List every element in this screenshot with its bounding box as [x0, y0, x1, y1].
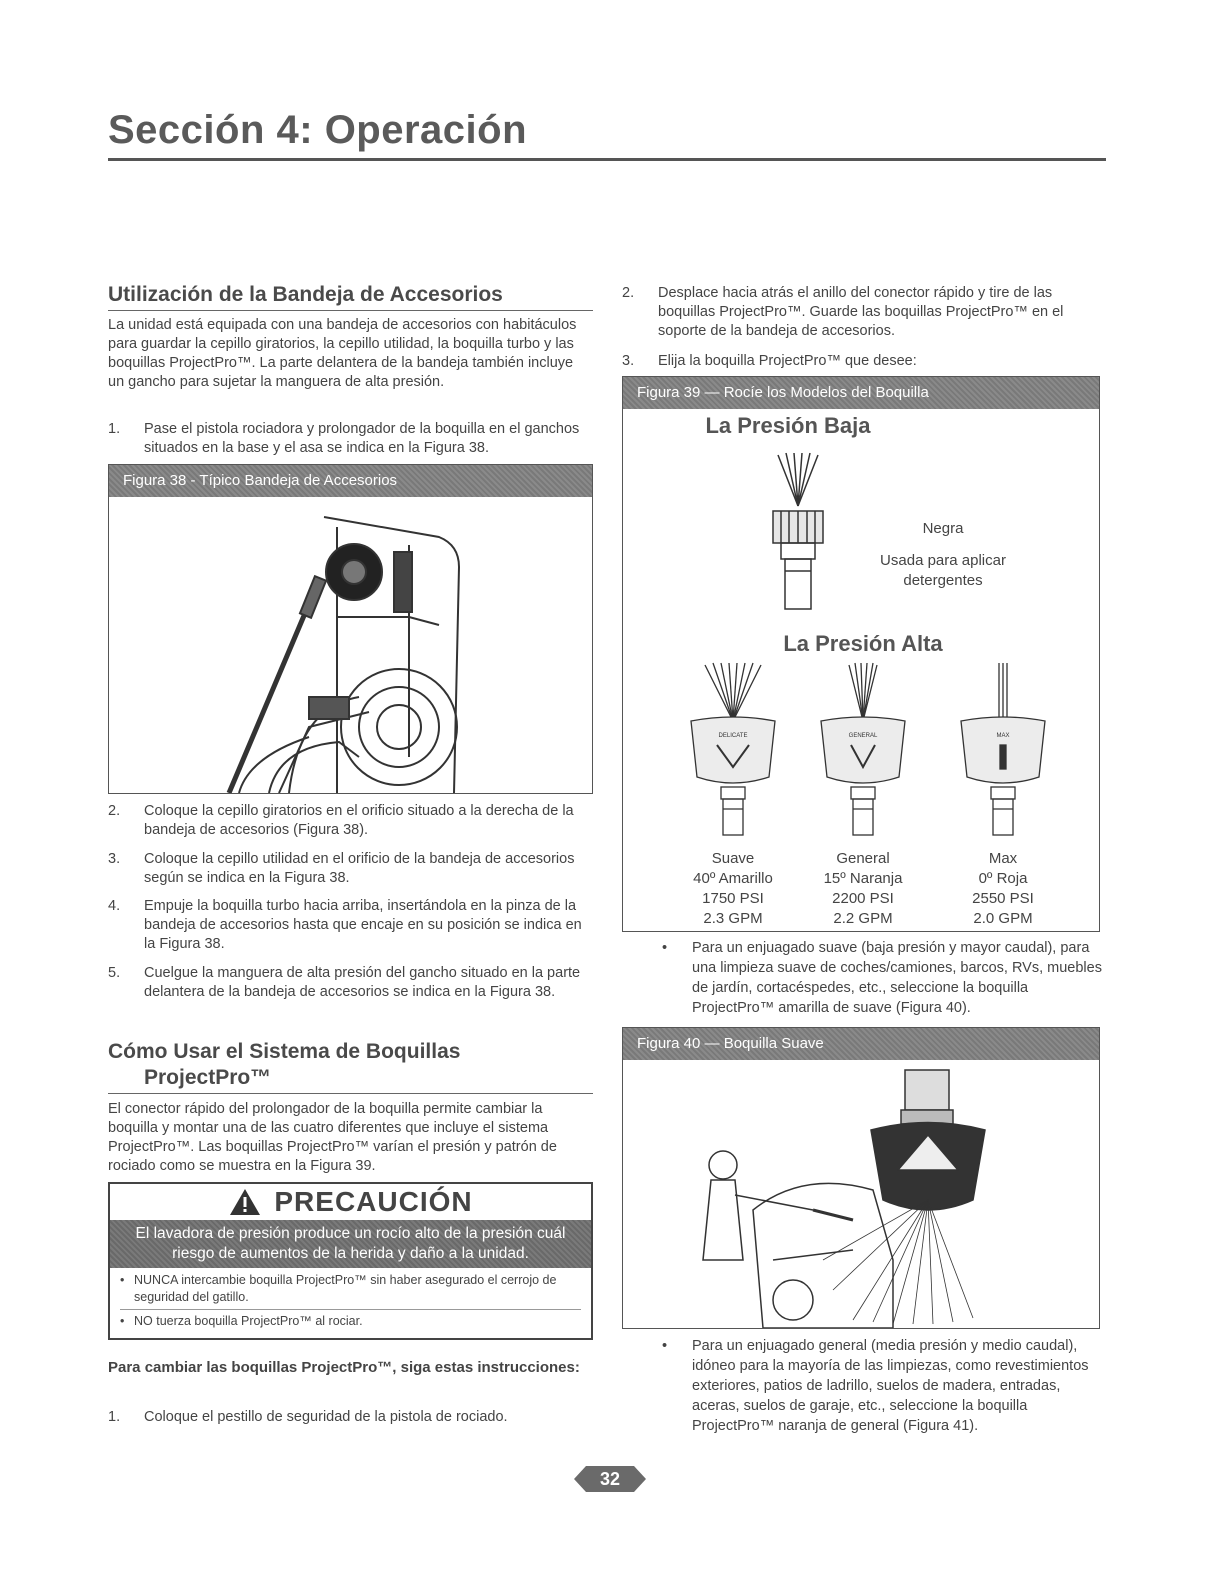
right-step-3 [622, 352, 1102, 372]
soft-nozzle-illustration [623, 1060, 1098, 1328]
step-text: Desplace hacia atrás el anillo del conector rápido y tire de las boquillas ProjectPro™. Guarde las boquillas ProjectPro™ en el soporte de la bandeja de accesorios. [658, 285, 1064, 339]
orange-nozzle-icon [803, 661, 923, 841]
heading-accessory-tray: Utilización de la Bandeja de Accesorios [108, 283, 503, 306]
nozzle-psi: 2200 PSI [832, 890, 894, 907]
step-number: 4. [108, 898, 121, 914]
low-nozzle-desc-2: detergentes [903, 572, 983, 589]
bullet-general-rinse [662, 1336, 1102, 1446]
caution-list [110, 1268, 591, 1330]
change-step-1 [108, 1408, 593, 1428]
nozzle-angle: 40º Amarillo [693, 870, 773, 887]
step-number: 1. [108, 421, 121, 437]
nozzle-label: MAX [996, 733, 1010, 739]
nozzle-gpm: 2.3 GPM [703, 910, 763, 927]
nozzle-psi: 2550 PSI [972, 890, 1034, 907]
caution-item: • NUNCA intercambie boquilla ProjectPro™ sin haber asegurado el cerrojo de seguridad del gatillo. [120, 1273, 557, 1304]
figure-40 [622, 1027, 1100, 1329]
caution-warning-band: El lavadora de presión produce un rocío alto de la presión cuál riesgo de aumentos de la herida y daño a la unidad. [110, 1220, 591, 1268]
red-nozzle-icon [943, 661, 1063, 841]
nozzle-name: Suave [711, 850, 755, 867]
figure-39-caption: Figura 39 — Rocíe los Modelos del Boquilla [623, 377, 1099, 409]
page-number-badge [574, 1462, 646, 1496]
step-1 [108, 420, 593, 460]
black-nozzle-icon [753, 451, 843, 621]
nozzle-name: General [836, 850, 890, 867]
bullet-icon: • [120, 1273, 125, 1287]
bullet-icon: • [662, 940, 668, 956]
step-number: 2. [622, 285, 635, 301]
high-pressure-title: La Presión Alta [783, 631, 943, 656]
step-5 [108, 964, 593, 1022]
bullet-icon: • [120, 1314, 125, 1328]
heading-nozzle-system: Cómo Usar el Sistema de Boquillas [108, 1040, 461, 1063]
nozzle-red-specs [933, 849, 1073, 929]
step-text: Cuelgue la manguera de alta presión del gancho situado en la parte delantera de la bandeja de accesorios se indica en la Figura 38. [144, 965, 581, 1000]
figure-39 [622, 376, 1100, 932]
caution-item: • NO tuerza boquilla ProjectPro™ al rociar. [120, 1314, 363, 1328]
figure-40-caption: Figura 40 — Boquilla Suave [623, 1028, 1099, 1060]
bullet-text: Para un enjuagado general (media presión y medio caudal), idóneo para la mayoría de las limpiezas, como revestimientos exteriores, patios de ladrillo, suelos de madera, entradas, aceras, suelos de garaje, etc., seleccione la boquilla ProjectPro™ naranja de general (Figura 41). [692, 1338, 1089, 1434]
yellow-nozzle-icon [673, 661, 793, 841]
low-nozzle-color: Negra [922, 520, 964, 537]
warning-icon [228, 1187, 262, 1217]
nozzle-gpm: 2.2 GPM [833, 910, 893, 927]
step-number: 3. [108, 851, 121, 867]
step-3 [108, 850, 593, 890]
nozzle-gpm: 2.0 GPM [973, 910, 1033, 927]
bullet-text: Para un enjuagado suave (baja presión y mayor caudal), para una limpieza suave de coches/camiones, barcos, RVs, muebles de jardín, cortacéspedes, etc., seleccione la boquilla ProjectPro™ amarilla de suave (Figura 40). [692, 940, 1102, 1016]
step-text: Elija la boquilla ProjectPro™ que desee: [658, 353, 917, 369]
step-text: Pase el pistola rociadora y prolongador de la boquilla en el ganchos situados en la base y el asa se indica en la Figura 38. [144, 421, 580, 456]
nozzle-angle: 15º Naranja [823, 870, 903, 887]
intro-paragraph: La unidad está equipada con una bandeja de accesorios con habitáculos para guardar la cepillo giratorios, la cepillo utilidad, la boquilla turbo y las boquillas ProjectPro™. La parte delantera de la bandeja también incluye un gancho para sujetar la manguera de alta presión. [108, 317, 577, 390]
change-nozzles-heading: Para cambiar las boquillas ProjectPro™, siga estas instrucciones: [108, 1359, 580, 1376]
step-text: Empuje la boquilla turbo hacia arriba, insertándola en la pinza de la bandeja de accesorios hasta que encaje en su posición se indica en la Figura 38. [144, 898, 582, 952]
low-pressure-title: La Presión Baja [705, 413, 871, 438]
step-2 [108, 802, 593, 842]
step-number: 3. [622, 353, 635, 369]
caution-title: PRECAUCIÓN [274, 1186, 473, 1217]
low-nozzle-desc-1: Usada para aplicar [880, 552, 1006, 569]
divider [120, 1309, 581, 1310]
nozzle-label: GENERAL [848, 733, 878, 739]
step-number: 1. [108, 1409, 121, 1425]
step-number: 5. [108, 965, 121, 981]
page-number: 32 [599, 1469, 621, 1489]
bullet-soft-rinse [662, 938, 1102, 1020]
heading-nozzle-system-2: ProjectPro™ [144, 1066, 272, 1089]
accessory-tray-illustration [109, 497, 591, 793]
section-title: Sección 4: Operación [108, 108, 528, 152]
bullet-icon: • [662, 1338, 668, 1354]
caution-box [108, 1182, 593, 1340]
nozzle-psi: 1750 PSI [702, 890, 764, 907]
step-text: Coloque el pestillo de seguridad de la pistola de rociado. [144, 1409, 508, 1425]
title-rule [108, 158, 1106, 161]
heading-rule [108, 310, 593, 311]
nozzle-orange-specs [793, 849, 933, 929]
nozzle-label: DELICATE [718, 733, 748, 739]
step-4 [108, 897, 593, 955]
figure-38 [108, 464, 593, 794]
right-step-2 [622, 284, 1102, 342]
heading-rule [108, 1093, 593, 1094]
nozzle-system-paragraph: El conector rápido del prolongador de la boquilla permite cambiar la boquilla y montar una de las cuatro diferentes que incluye el sistema ProjectPro™. Las boquillas ProjectPro™ varían el presión y patrón de rociado como se muestra en la Figura 39. [108, 1101, 557, 1174]
figure-38-caption: Figura 38 - Típico Bandeja de Accesorios [109, 465, 592, 497]
nozzle-yellow-specs [663, 849, 803, 929]
step-text: Coloque la cepillo giratorios en el orificio situado a la derecha de la bandeja de accesorios (Figura 38). [144, 803, 574, 838]
step-number: 2. [108, 803, 121, 819]
caution-header [110, 1184, 591, 1220]
nozzle-name: Max [988, 850, 1018, 867]
step-text: Coloque la cepillo utilidad en el orificio de la bandeja de accesorios según se indica en la Figura 38. [144, 851, 575, 886]
nozzle-angle: 0º Roja [978, 870, 1028, 887]
